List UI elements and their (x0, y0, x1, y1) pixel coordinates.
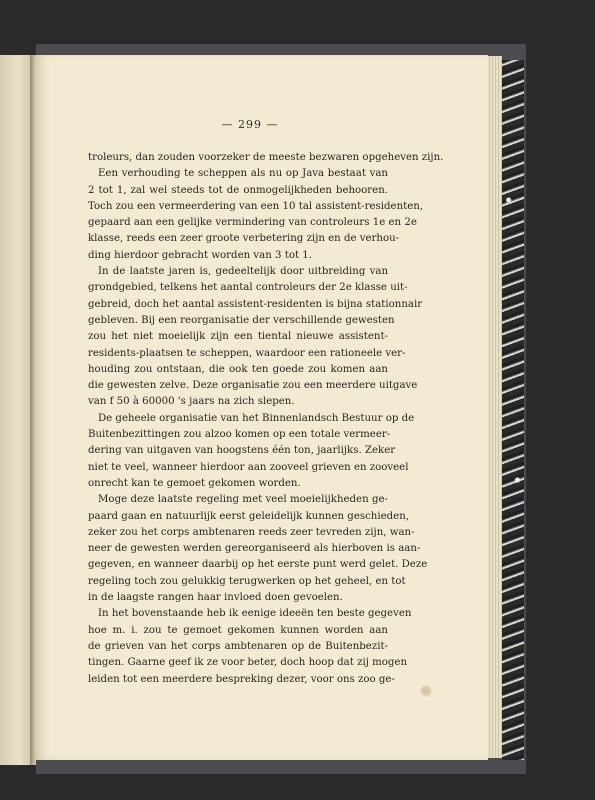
marbled-edge (502, 60, 524, 760)
text-line: dering van uitgaven van hoogstens één ton, jaarlijks. Zeker (88, 445, 396, 457)
text-line: klasse, reeds een zeer groote verbetering zijn en de verhou- (88, 233, 400, 245)
text-line: gebreid, doch het aantal assistent-residenten is bijna stationnair (88, 298, 423, 310)
text-line: hoe m. i. zou te gemoet gekomen kunnen worden aan (88, 624, 388, 636)
paper-stain (420, 684, 432, 698)
text-line: regeling toch zou gelukkig terugwerken op het geheel, en tot (88, 575, 406, 587)
text-line: De geheele organisatie van het Binnenlandsch Bestuur op de (98, 412, 415, 424)
text-line: grondgebied, telkens het aantal controleurs der 2e klasse uit- (88, 282, 408, 294)
text-line: van f 50 à 60000 's jaars na zich slepen. (88, 396, 295, 408)
text-line: onrecht kan te gemoet gekomen worden. (88, 477, 301, 489)
left-page-edge (0, 55, 34, 765)
text-line: Een verhouding te scheppen als nu op Java bestaat van (98, 168, 388, 180)
text-line: tingen. Gaarne geef ik ze voor beter, doch hoop dat zij mogen (88, 657, 408, 669)
page-number: — 299 — (221, 118, 279, 131)
text-line: Buitenbezittingen zou alzoo komen op een totale vermeer- (88, 429, 391, 441)
text-line: zou het niet moeielijk zijn een tiental nieuwe assistent- (88, 331, 388, 343)
text-line: niet te veel, wanneer hierdoor aan zooveel grieven en zooveel (88, 461, 409, 473)
text-line: ding hierdoor gebracht worden van 3 tot 1. (88, 249, 313, 261)
text-line: gebleven. Bij een reorganisatie der verschillende gewesten (88, 314, 395, 326)
text-line: paard gaan en natuurlijk eerst geleidelijk kunnen geschieden, (88, 510, 409, 522)
text-line: Moge deze laatste regeling met veel moeielijkheden ge- (98, 494, 388, 506)
text-line: Toch zou een vermeerdering van een 10 tal assistent-residenten, (88, 200, 424, 212)
text-line: 2 tot 1, zal wel steeds tot de onmogelijkheden behooren. (88, 184, 388, 196)
text-line: in de laagste rangen haar invloed doen gevoelen. (88, 592, 343, 604)
text-line: die gewesten zelve. Deze organisatie zou een meerdere uitgave (88, 380, 418, 392)
text-line: In het bovenstaande heb ik eenige ideeën ten beste gegeven (98, 608, 412, 620)
text-line: gegeven, en wanneer daarbij op het eerste punt werd gelet. Deze (88, 559, 428, 571)
text-line: gepaard aan een gelijke vermindering van controleurs 1e en 2e (88, 217, 417, 229)
text-line: troleurs, dan zouden voorzeker de meeste bezwaren opgeheven zijn. (88, 152, 444, 163)
text-line: neer de gewesten werden gereorganiseerd als hierboven is aan- (88, 543, 421, 555)
text-line: In de laatste jaren is, gedeeltelijk door uitbreiding van (98, 266, 388, 278)
text-line: houding zou ontstaan, die ook ten goede zou komen aan (88, 363, 388, 375)
body-text (88, 150, 444, 688)
text-line: residents-plaatsen te scheppen, waardoor een rationeele ver- (88, 347, 406, 359)
text-line: zeker zou het corps ambtenaren reeds zeer tevreden zijn, wan- (88, 526, 415, 538)
text-line: leiden tot een meerdere bespreking dezer, voor ons zoo ge- (88, 673, 395, 685)
text-line: de grieven van het corps ambtenaren op de Buitenbezit- (88, 640, 388, 652)
